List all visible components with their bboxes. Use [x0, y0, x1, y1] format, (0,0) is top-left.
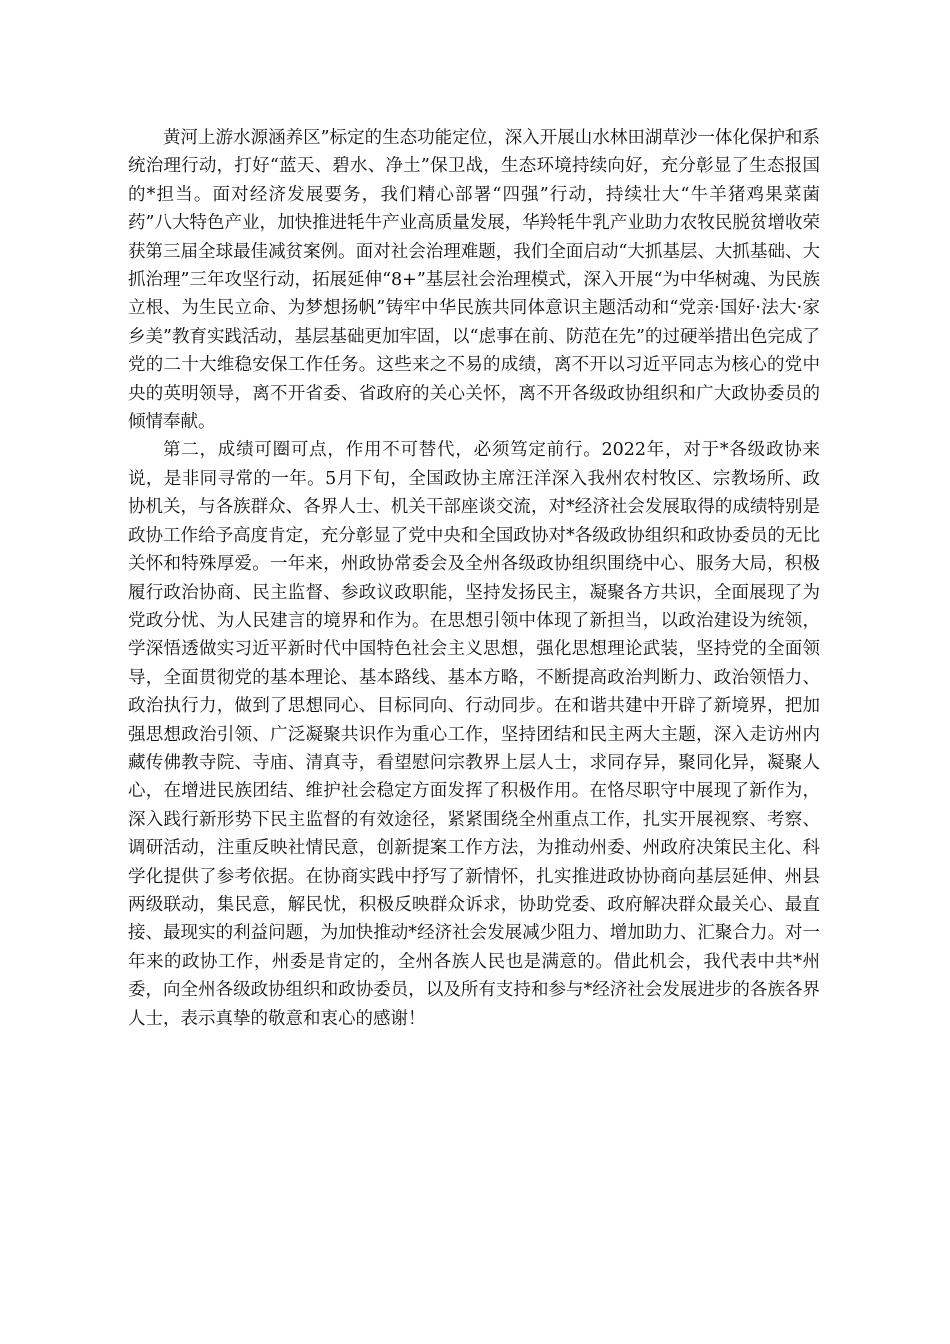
paragraph-1: 黄河上游水源涵养区”标定的生态功能定位，深入开展山水林田湖草沙一体化保护和系统治理行动，打好“蓝天、碧水、净土”保卫战，生态环境持续向好，充分彰显了生态报国的*担当。面对经济发展要务，我们精心部署“四强”行动，持续壮大“牛羊猪鸡果菜菌药”八大特色产业，加快推进牦牛产业高质量发展，华羚牦牛乳产业助力农牧民脱贫增收荣获第三届全球最佳减贫案例。面对社会治理难题，我们全面启动“大抓基层、大抓基础、大抓治理”三年攻坚行动，拓展延伸“8+”基层社会治理模式，深入开展“为中华树魂、为民族立根、为生民立命、为梦想扬帆”铸牢中华民族共同体意识主题活动和“党亲·国好·法大·家乡美”教育实践活动，基层基础更加牢固，以“虑事在前、防范在先”的过硬举措出色完成了党的二十大维稳安保工作任务。这些来之不易的成绩，离不开以习近平同志为核心的党中央的英明领导，离不开省委、省政府的关心关怀，离不开各级政协组织和广大政协委员的倾情奉献。 — [128, 128, 820, 433]
document-body — [128, 124, 820, 1033]
paragraph-2: 第二，成绩可圈可点，作用不可替代，必须笃定前行。2022年，对于*各级政协来说，是非同寻常的一年。5月下旬，全国政协主席汪洋深入我州农村牧区、宗教场所、政协机关，与各族群众、各界人士、机关干部座谈交流，对*经济社会发展取得的成绩特别是政协工作给予高度肯定，充分彰显了党中央和全国政协对*各级政协组织和政协委员的无比关怀和特殊厚爱。一年来，州政协常委会及全州各级政协组织围绕中心、服务大局，积极履行政治协商、民主监督、参政议政职能，坚持发扬民主，凝聚各方共识，全面展现了为党政分忧、为人民建言的境界和作为。在思想引领中体现了新担当，以政治建设为统领，学深悟透做实习近平新时代中国特色社会主义思想，强化思想理论武装，坚持党的全面领导，全面贯彻党的基本理论、基本路线、基本方略，不断提高政治判断力、政治领悟力、政治执行力，做到了思想同心、目标同向、行动同步。在和谐共建中开辟了新境界，把加强思想政治引领、广泛凝聚共识作为重心工作，坚持团结和民主两大主题，深入走访州内藏传佛教寺院、寺庙、清真寺，看望慰问宗教界上层人士，求同存异，聚同化异，凝聚人心，在增进民族团结、维护社会稳定方面发挥了积极作用。在恪尽职守中展现了新作为，深入践行新形势下民主监督的有效途径，紧紧围绕全州重点工作，扎实开展视察、考察、调研活动，注重反映社情民意，创新提案工作方法，为推动州委、州政府决策民主化、科学化提供了参考依据。在协商实践中抒写了新情怀，扎实推进政协协商向基层延伸、州县两级联动，集民意，解民忧，积极反映群众诉求，协助党委、政府解决群众最关心、最直接、最现实的利益问题，为加快推动*经济社会发展减少阻力、增加助力、汇聚合力。对一年来的政协工作，州委是肯定的，全州各族人民也是满意的。借此机会，我代表中共*州委，向全州各级政协组织和政协委员，以及所有支持和参与*经济社会发展进步的各族各界人士，表示真挚的敬意和衷心的感谢！ — [128, 440, 820, 1029]
